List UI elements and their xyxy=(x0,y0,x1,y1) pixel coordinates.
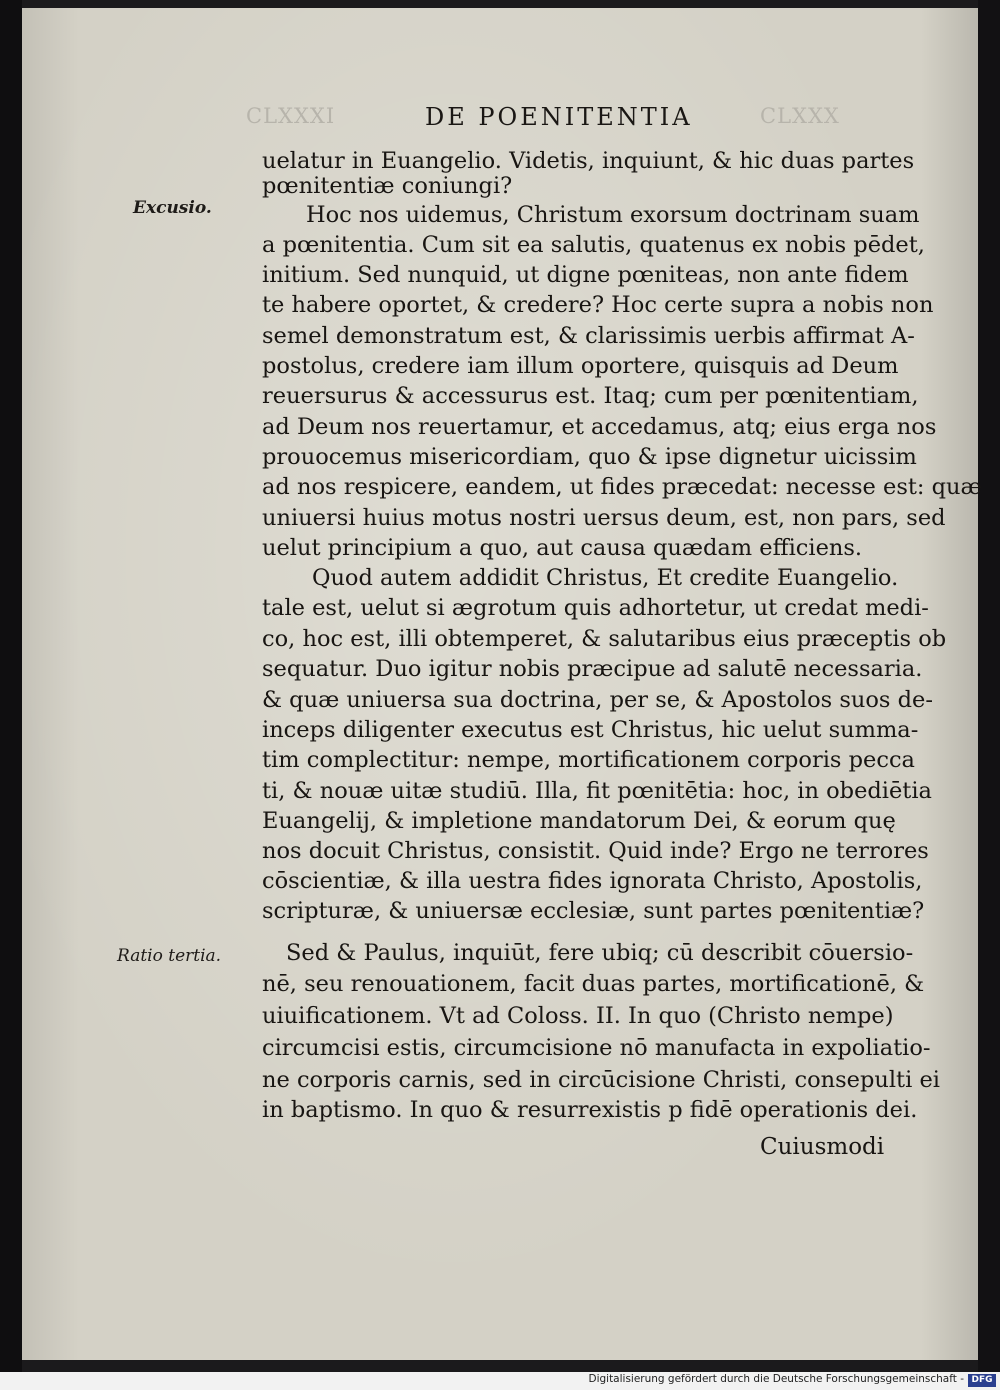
bleedthrough-folio-left: CLXXXI xyxy=(246,104,336,128)
digitization-footer xyxy=(0,1372,1000,1390)
body-line: pœnitentiæ coniungi? xyxy=(262,173,513,199)
body-line: te habere oportet, & credere? Hoc certe supra a nobis non xyxy=(262,292,934,318)
marginal-note-excusio: Excusio. xyxy=(133,198,212,218)
running-title: DE POENITENTIA xyxy=(425,103,693,131)
body-line: initium. Sed nunquid, ut digne pœniteas, non ante fidem xyxy=(262,262,909,288)
body-line: in baptismo. In quo & resurrexistis p fidē operationis dei. xyxy=(262,1097,918,1123)
body-line: ad Deum nos reuertamur, et accedamus, atq; eius erga nos xyxy=(262,414,937,440)
body-line: reuersurus & accessurus est. Itaq; cum per pœnitentiam, xyxy=(262,383,919,409)
body-line: uniuersi huius motus nostri uersus deum, est, non pars, sed xyxy=(262,505,946,531)
body-line: ne corporis carnis, sed in circūcisione Christi, consepulti ei xyxy=(262,1067,940,1093)
body-line: scripturæ, & uniuersæ ecclesiæ, sunt partes pœnitentiæ? xyxy=(262,898,925,924)
funding-credit: Digitalisierung gefördert durch die Deutsche Forschungsgemeinschaft - xyxy=(588,1373,964,1385)
body-line: uelatur in Euangelio. Videtis, inquiunt, & hic duas partes xyxy=(262,148,915,174)
body-line: prouocemus misericordiam, quo & ipse dignetur uicissim xyxy=(262,444,917,470)
body-line: cōscientiæ, & illa uestra fides ignorata Christo, Apostolis, xyxy=(262,868,923,894)
body-line: Sed & Paulus, inquiūt, fere ubiq; cū describit cōuersio- xyxy=(286,940,914,966)
body-line: nē, seu renouationem, facit duas partes, mortificationē, & xyxy=(262,971,925,997)
marginal-note-ratio-tertia: Ratio tertia. xyxy=(117,946,222,966)
scan-right-edge xyxy=(978,0,1000,1372)
body-line: Quod autem addidit Christus, Et credite Euangelio. xyxy=(312,565,899,591)
body-line: co, hoc est, illi obtemperet, & salutaribus eius præceptis ob xyxy=(262,626,947,652)
body-line: sequatur. Duo igitur nobis præcipue ad salutē necessaria. xyxy=(262,656,923,682)
body-line: ti, & nouæ uitæ studiū. Illa, fit pœnitētia: hoc, in obediētia xyxy=(262,778,932,804)
body-line: ad nos respicere, eandem, ut fides præcedat: necesse est: quæ xyxy=(262,474,982,500)
body-line: postolus, credere iam illum oportere, quisquis ad Deum xyxy=(262,353,899,379)
body-line: tim complectitur: nempe, mortificationem corporis pecca xyxy=(262,747,915,773)
body-line: tale est, uelut si ægrotum quis adhortetur, ut credat medi- xyxy=(262,595,929,621)
body-line: Euangelij, & impletione mandatorum Dei, & eorum quę xyxy=(262,808,896,834)
body-line: nos docuit Christus, consistit. Quid inde? Ergo ne terrores xyxy=(262,838,929,864)
scan-left-edge xyxy=(0,0,22,1372)
bleedthrough-folio-right: CLXXX xyxy=(760,104,840,128)
body-line: semel demonstratum est, & clarissimis uerbis affirmat A- xyxy=(262,323,915,349)
body-line: Hoc nos uidemus, Christum exorsum doctrinam suam xyxy=(306,202,920,228)
body-line: & quæ uniuersa sua doctrina, per se, & Apostolos suos de- xyxy=(262,687,933,713)
dfg-logo-icon: DFG xyxy=(968,1374,996,1387)
body-line: circumcisi estis, circumcisione nō manufacta in expoliatio- xyxy=(262,1035,931,1061)
body-line: uelut principium a quo, aut causa quædam efficiens. xyxy=(262,535,863,561)
catchword: Cuiusmodi xyxy=(760,1134,885,1160)
body-line: uiuificationem. Vt ad Coloss. II. In quo (Christo nempe) xyxy=(262,1003,894,1029)
body-line: inceps diligenter executus est Christus, hic uelut summa- xyxy=(262,717,919,743)
body-line: a pœnitentia. Cum sit ea salutis, quatenus ex nobis pēdet, xyxy=(262,232,925,258)
